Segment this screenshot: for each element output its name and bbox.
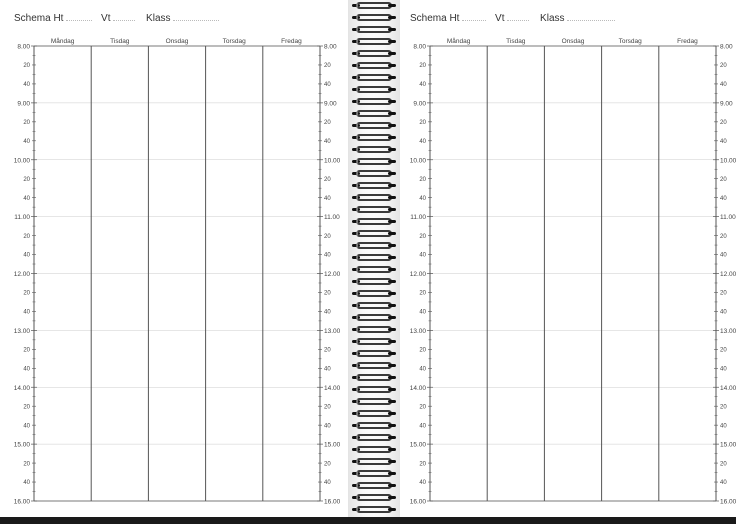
spiral-coil xyxy=(352,506,396,513)
coil-ring xyxy=(356,38,392,45)
hour-label: 9.00 xyxy=(720,100,733,108)
punch-hole xyxy=(388,292,396,295)
spiral-coil xyxy=(352,326,396,333)
punch-hole xyxy=(388,76,396,79)
punch-hole xyxy=(388,436,396,439)
vt-label: Vt xyxy=(495,13,505,24)
day-header-0: Måndag xyxy=(50,38,75,45)
minute-label: 40 xyxy=(324,366,331,373)
minute-label: 20 xyxy=(324,347,331,354)
punch-hole xyxy=(388,316,396,319)
punch-hole xyxy=(388,112,396,115)
spiral-coil xyxy=(352,458,396,465)
spiral-coil xyxy=(352,110,396,117)
coil-ring xyxy=(356,182,392,189)
punch-hole xyxy=(388,412,396,415)
minute-label: 20 xyxy=(23,290,30,297)
coil-ring xyxy=(356,206,392,213)
spiral-coil xyxy=(352,26,396,33)
minute-label: 40 xyxy=(23,252,30,259)
day-header-1: Tisdag xyxy=(110,38,130,45)
minute-label: 20 xyxy=(23,120,30,127)
spiral-coil xyxy=(352,374,396,381)
minute-label: 20 xyxy=(419,290,426,297)
coil-ring xyxy=(356,62,392,69)
spiral-coil xyxy=(352,290,396,297)
minute-label: 20 xyxy=(419,461,426,468)
coil-ring xyxy=(356,194,392,201)
punch-hole xyxy=(388,376,396,379)
spiral-coil xyxy=(352,278,396,285)
minute-label: 40 xyxy=(23,309,30,316)
minute-label: 40 xyxy=(324,138,331,145)
minute-label: 40 xyxy=(720,252,727,259)
minute-label: 20 xyxy=(419,347,426,354)
minute-label: 40 xyxy=(23,423,30,430)
coil-ring xyxy=(356,470,392,477)
hour-label: 8.00 xyxy=(17,43,30,51)
minute-label: 40 xyxy=(720,480,727,487)
spiral-coil xyxy=(352,86,396,93)
minute-label: 20 xyxy=(324,233,331,240)
day-header-4: Fredag xyxy=(281,38,302,45)
planner-page-right xyxy=(400,0,736,517)
hour-label: 14.00 xyxy=(720,384,736,392)
spiral-coil xyxy=(352,194,396,201)
coil-ring xyxy=(356,266,392,273)
coil-ring xyxy=(356,242,392,249)
hour-label: 8.00 xyxy=(413,43,426,51)
spiral-binding-icon xyxy=(348,0,400,517)
coil-ring xyxy=(356,374,392,381)
minute-label: 40 xyxy=(324,309,331,316)
minute-label: 40 xyxy=(419,480,426,487)
hour-label: 13.00 xyxy=(13,327,30,335)
day-header-2: Onsdag xyxy=(561,38,585,45)
schema-ht-label: Schema Ht xyxy=(410,13,460,24)
day-header-1: Tisdag xyxy=(506,38,526,45)
minute-label: 40 xyxy=(23,82,30,89)
day-header-2: Onsdag xyxy=(165,38,189,45)
punch-hole xyxy=(388,160,396,163)
minute-label: 40 xyxy=(419,138,426,145)
minute-label: 40 xyxy=(720,138,727,145)
hour-label: 15.00 xyxy=(13,441,30,449)
coil-ring xyxy=(356,230,392,237)
coil-ring xyxy=(356,122,392,129)
spiral-coil xyxy=(352,62,396,69)
minute-label: 40 xyxy=(419,252,426,259)
hour-label: 8.00 xyxy=(720,43,733,51)
coil-ring xyxy=(356,254,392,261)
punch-hole xyxy=(388,208,396,211)
coil-ring xyxy=(356,506,392,513)
coil-ring xyxy=(356,2,392,9)
minute-label: 20 xyxy=(324,404,331,411)
hour-label: 16.00 xyxy=(720,498,736,506)
schema-ht-label: Schema Ht xyxy=(14,13,64,24)
punch-hole xyxy=(388,472,396,475)
hour-label: 10.00 xyxy=(409,157,426,165)
klass-label: Klass xyxy=(540,13,565,24)
hour-label: 11.00 xyxy=(14,214,30,222)
coil-ring xyxy=(356,494,392,501)
minute-label: 20 xyxy=(720,347,727,354)
coil-ring xyxy=(356,50,392,57)
minute-label: 20 xyxy=(419,176,426,183)
spiral-coil xyxy=(352,398,396,405)
punch-hole xyxy=(388,280,396,283)
hour-label: 12.00 xyxy=(409,271,426,278)
minute-label: 40 xyxy=(23,195,30,202)
hour-label: 11.00 xyxy=(324,214,340,222)
punch-hole xyxy=(388,340,396,343)
hour-label: 16.00 xyxy=(13,498,30,506)
minute-label: 40 xyxy=(324,195,331,202)
coil-ring xyxy=(356,158,392,165)
minute-label: 40 xyxy=(419,423,426,430)
hour-label: 14.00 xyxy=(324,384,341,392)
spiral-coil xyxy=(352,470,396,477)
klass-label: Klass xyxy=(146,13,171,24)
punch-hole xyxy=(388,196,396,199)
coil-ring xyxy=(356,146,392,153)
minute-label: 40 xyxy=(23,138,30,145)
minute-label: 40 xyxy=(419,82,426,89)
planner-page-left xyxy=(0,0,348,517)
punch-hole xyxy=(388,460,396,463)
hour-label: 9.00 xyxy=(324,100,337,108)
spiral-coil xyxy=(352,386,396,393)
coil-ring xyxy=(356,398,392,405)
minute-label: 20 xyxy=(419,404,426,411)
minute-label: 20 xyxy=(720,233,727,240)
minute-label: 20 xyxy=(23,347,30,354)
coil-ring xyxy=(356,278,392,285)
punch-hole xyxy=(388,100,396,103)
coil-ring xyxy=(356,14,392,21)
punch-hole xyxy=(388,40,396,43)
minute-label: 20 xyxy=(720,63,727,70)
spiral-coil xyxy=(352,362,396,369)
coil-ring xyxy=(356,290,392,297)
minute-label: 20 xyxy=(720,404,727,411)
minute-label: 20 xyxy=(23,63,30,70)
spiral-coil xyxy=(352,50,396,57)
hour-label: 8.00 xyxy=(324,43,337,51)
minute-label: 20 xyxy=(324,461,331,468)
hour-label: 13.00 xyxy=(409,327,426,335)
hour-label: 12.00 xyxy=(720,271,736,278)
minute-label: 40 xyxy=(720,309,727,316)
punch-hole xyxy=(388,328,396,331)
minute-label: 20 xyxy=(720,176,727,183)
minute-label: 20 xyxy=(23,176,30,183)
punch-hole xyxy=(388,268,396,271)
minute-label: 40 xyxy=(419,366,426,373)
spiral-coil xyxy=(352,158,396,165)
spiral-coil xyxy=(352,254,396,261)
minute-label: 40 xyxy=(419,309,426,316)
coil-ring xyxy=(356,26,392,33)
minute-label: 20 xyxy=(720,461,727,468)
hour-label: 15.00 xyxy=(720,441,736,449)
spiral-coil xyxy=(352,122,396,129)
punch-hole xyxy=(388,124,396,127)
punch-hole xyxy=(388,64,396,67)
spiral-coil xyxy=(352,302,396,309)
spiral-coil xyxy=(352,182,396,189)
coil-ring xyxy=(356,350,392,357)
punch-hole xyxy=(388,184,396,187)
minute-label: 40 xyxy=(324,423,331,430)
hour-label: 13.00 xyxy=(720,327,736,335)
hour-label: 14.00 xyxy=(409,384,426,392)
punch-hole xyxy=(388,148,396,151)
punch-hole xyxy=(388,496,396,499)
punch-hole xyxy=(388,400,396,403)
spiral-coil xyxy=(352,74,396,81)
spiral-coil xyxy=(352,314,396,321)
spiral-coil xyxy=(352,98,396,105)
coil-ring xyxy=(356,458,392,465)
minute-label: 20 xyxy=(324,120,331,127)
punch-hole xyxy=(388,52,396,55)
minute-label: 40 xyxy=(324,82,331,89)
punch-hole xyxy=(388,424,396,427)
day-header-4: Fredag xyxy=(677,38,698,45)
coil-ring xyxy=(356,98,392,105)
minute-label: 20 xyxy=(720,290,727,297)
spiral-coil xyxy=(352,422,396,429)
punch-hole xyxy=(388,448,396,451)
coil-ring xyxy=(356,86,392,93)
hour-label: 9.00 xyxy=(17,100,30,108)
minute-label: 40 xyxy=(720,82,727,89)
hour-label: 12.00 xyxy=(324,271,341,278)
hour-label: 12.00 xyxy=(13,271,30,278)
spiral-coil xyxy=(352,230,396,237)
spiral-coil xyxy=(352,410,396,417)
minute-label: 40 xyxy=(720,423,727,430)
coil-ring xyxy=(356,338,392,345)
minute-label: 40 xyxy=(324,252,331,259)
spiral-coil xyxy=(352,206,396,213)
spiral-coil xyxy=(352,494,396,501)
hour-label: 11.00 xyxy=(720,214,736,222)
spiral-coil xyxy=(352,434,396,441)
punch-hole xyxy=(388,244,396,247)
punch-hole xyxy=(388,304,396,307)
hour-label: 9.00 xyxy=(413,100,426,108)
spiral-coil xyxy=(352,170,396,177)
minute-label: 20 xyxy=(419,120,426,127)
coil-ring xyxy=(356,362,392,369)
punch-hole xyxy=(388,352,396,355)
spiral-coil xyxy=(352,266,396,273)
coil-ring xyxy=(356,386,392,393)
spiral-coil xyxy=(352,14,396,21)
punch-hole xyxy=(388,136,396,139)
minute-label: 40 xyxy=(419,195,426,202)
timetable-grid xyxy=(0,0,348,517)
coil-ring xyxy=(356,314,392,321)
punch-hole xyxy=(388,16,396,19)
minute-label: 20 xyxy=(419,63,426,70)
minute-label: 20 xyxy=(23,233,30,240)
vt-label: Vt xyxy=(101,13,111,24)
coil-ring xyxy=(356,326,392,333)
day-header-0: Måndag xyxy=(446,38,471,45)
punch-hole xyxy=(388,220,396,223)
spiral-coil xyxy=(352,242,396,249)
punch-hole xyxy=(388,28,396,31)
coil-ring xyxy=(356,134,392,141)
hour-label: 10.00 xyxy=(720,157,736,165)
coil-ring xyxy=(356,422,392,429)
punch-hole xyxy=(388,88,396,91)
punch-hole xyxy=(388,232,396,235)
punch-hole xyxy=(388,484,396,487)
punch-hole xyxy=(388,4,396,7)
minute-label: 20 xyxy=(324,290,331,297)
punch-hole xyxy=(388,508,396,511)
spiral-coil xyxy=(352,38,396,45)
spiral-coil xyxy=(352,146,396,153)
coil-ring xyxy=(356,302,392,309)
hour-label: 10.00 xyxy=(13,157,30,165)
minute-label: 20 xyxy=(419,233,426,240)
day-header-3: Torsdag xyxy=(618,38,642,45)
spiral-coil xyxy=(352,2,396,9)
punch-hole xyxy=(388,364,396,367)
coil-ring xyxy=(356,446,392,453)
day-header-3: Torsdag xyxy=(222,38,246,45)
minute-label: 20 xyxy=(324,176,331,183)
minute-label: 40 xyxy=(324,480,331,487)
punch-hole xyxy=(388,388,396,391)
coil-ring xyxy=(356,482,392,489)
minute-label: 20 xyxy=(23,404,30,411)
coil-ring xyxy=(356,170,392,177)
hour-label: 15.00 xyxy=(409,441,426,449)
minute-label: 20 xyxy=(720,120,727,127)
hour-label: 14.00 xyxy=(13,384,30,392)
hour-label: 11.00 xyxy=(410,214,426,222)
hour-label: 16.00 xyxy=(324,498,341,506)
hour-label: 10.00 xyxy=(324,157,341,165)
punch-hole xyxy=(388,172,396,175)
spiral-coil xyxy=(352,338,396,345)
coil-ring xyxy=(356,74,392,81)
hour-label: 13.00 xyxy=(324,327,341,335)
hour-label: 16.00 xyxy=(409,498,426,506)
coil-ring xyxy=(356,434,392,441)
spiral-coil xyxy=(352,134,396,141)
minute-label: 20 xyxy=(324,63,331,70)
punch-hole xyxy=(388,256,396,259)
minute-label: 40 xyxy=(720,366,727,373)
hour-label: 15.00 xyxy=(324,441,341,449)
spiral-coil xyxy=(352,482,396,489)
notebook-cover-edge xyxy=(0,517,736,524)
coil-ring xyxy=(356,110,392,117)
timetable-grid xyxy=(400,0,736,517)
spiral-coil xyxy=(352,446,396,453)
coil-ring xyxy=(356,218,392,225)
minute-label: 20 xyxy=(23,461,30,468)
spiral-coil xyxy=(352,350,396,357)
minute-label: 40 xyxy=(23,366,30,373)
spiral-coil xyxy=(352,218,396,225)
minute-label: 40 xyxy=(720,195,727,202)
coil-ring xyxy=(356,410,392,417)
minute-label: 40 xyxy=(23,480,30,487)
